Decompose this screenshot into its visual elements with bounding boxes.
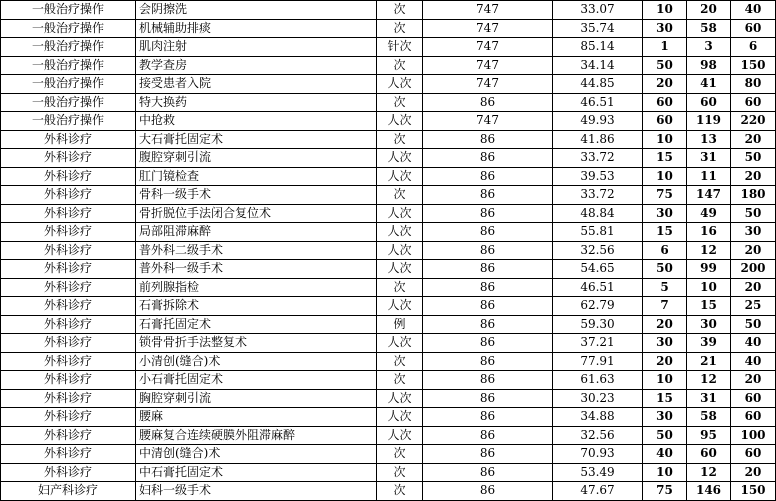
- unit-cell: 人次: [377, 167, 423, 186]
- unit-cell: 针次: [377, 38, 423, 57]
- high-value-cell: 20: [731, 278, 776, 297]
- procedure-name-cell: 普外科一级手术: [136, 260, 377, 279]
- table-row: [1, 75, 776, 94]
- mid-value-cell: 58: [687, 19, 731, 38]
- table-row: [1, 93, 776, 112]
- mid-value-cell: 95: [687, 426, 731, 445]
- mid-value-cell: 41: [687, 75, 731, 94]
- value-cell: 44.85: [553, 75, 643, 94]
- unit-cell: 次: [377, 278, 423, 297]
- low-value-cell: 10: [643, 463, 687, 482]
- category-cell: 外科诊疗: [1, 371, 136, 390]
- category-cell: 一般治疗操作: [1, 1, 136, 20]
- low-value-cell: 10: [643, 130, 687, 149]
- unit-cell: 人次: [377, 241, 423, 260]
- count-cell: 747: [423, 38, 553, 57]
- high-value-cell: 60: [731, 93, 776, 112]
- mid-value-cell: 11: [687, 167, 731, 186]
- value-cell: 62.79: [553, 297, 643, 316]
- category-cell: 一般治疗操作: [1, 75, 136, 94]
- low-value-cell: 20: [643, 315, 687, 334]
- value-cell: 47.67: [553, 482, 643, 501]
- category-cell: 外科诊疗: [1, 260, 136, 279]
- high-value-cell: 20: [731, 130, 776, 149]
- low-value-cell: 5: [643, 278, 687, 297]
- high-value-cell: 50: [731, 204, 776, 223]
- value-cell: 46.51: [553, 278, 643, 297]
- high-value-cell: 200: [731, 260, 776, 279]
- category-cell: 外科诊疗: [1, 389, 136, 408]
- value-cell: 53.49: [553, 463, 643, 482]
- value-cell: 46.51: [553, 93, 643, 112]
- category-cell: 外科诊疗: [1, 149, 136, 168]
- table-row: [1, 1, 776, 20]
- value-cell: 70.93: [553, 445, 643, 464]
- count-cell: 86: [423, 149, 553, 168]
- category-cell: 外科诊疗: [1, 167, 136, 186]
- low-value-cell: 50: [643, 56, 687, 75]
- table-row: [1, 241, 776, 260]
- table-body: [1, 1, 776, 501]
- mid-value-cell: 39: [687, 334, 731, 353]
- mid-value-cell: 12: [687, 371, 731, 390]
- category-cell: 外科诊疗: [1, 204, 136, 223]
- procedure-name-cell: 石膏拆除术: [136, 297, 377, 316]
- high-value-cell: 6: [731, 38, 776, 57]
- low-value-cell: 60: [643, 112, 687, 131]
- count-cell: 86: [423, 389, 553, 408]
- unit-cell: 次: [377, 463, 423, 482]
- table-row: [1, 334, 776, 353]
- table-row: [1, 130, 776, 149]
- unit-cell: 人次: [377, 223, 423, 242]
- count-cell: 747: [423, 19, 553, 38]
- unit-cell: 人次: [377, 260, 423, 279]
- category-cell: 外科诊疗: [1, 297, 136, 316]
- unit-cell: 人次: [377, 75, 423, 94]
- count-cell: 86: [423, 463, 553, 482]
- procedure-name-cell: 接受患者入院: [136, 75, 377, 94]
- high-value-cell: 150: [731, 482, 776, 501]
- value-cell: 30.23: [553, 389, 643, 408]
- category-cell: 外科诊疗: [1, 408, 136, 427]
- category-cell: 一般治疗操作: [1, 93, 136, 112]
- procedure-name-cell: 腹腔穿刺引流: [136, 149, 377, 168]
- value-cell: 33.72: [553, 186, 643, 205]
- mid-value-cell: 60: [687, 445, 731, 464]
- category-cell: 一般治疗操作: [1, 56, 136, 75]
- count-cell: 86: [423, 426, 553, 445]
- table-row: [1, 408, 776, 427]
- value-cell: 49.93: [553, 112, 643, 131]
- table-row: [1, 463, 776, 482]
- mid-value-cell: 58: [687, 408, 731, 427]
- high-value-cell: 60: [731, 408, 776, 427]
- value-cell: 37.21: [553, 334, 643, 353]
- table-row: [1, 371, 776, 390]
- count-cell: 86: [423, 260, 553, 279]
- value-cell: 33.72: [553, 149, 643, 168]
- value-cell: 61.63: [553, 371, 643, 390]
- mid-value-cell: 60: [687, 93, 731, 112]
- low-value-cell: 20: [643, 75, 687, 94]
- table-row: [1, 38, 776, 57]
- low-value-cell: 40: [643, 445, 687, 464]
- table-row: [1, 482, 776, 501]
- high-value-cell: 25: [731, 297, 776, 316]
- procedure-name-cell: 妇科一级手术: [136, 482, 377, 501]
- low-value-cell: 15: [643, 149, 687, 168]
- unit-cell: 次: [377, 186, 423, 205]
- mid-value-cell: 10: [687, 278, 731, 297]
- procedure-name-cell: 骨折脱位手法闭合复位术: [136, 204, 377, 223]
- value-cell: 59.30: [553, 315, 643, 334]
- unit-cell: 人次: [377, 149, 423, 168]
- high-value-cell: 220: [731, 112, 776, 131]
- count-cell: 86: [423, 186, 553, 205]
- value-cell: 39.53: [553, 167, 643, 186]
- mid-value-cell: 49: [687, 204, 731, 223]
- procedure-name-cell: 前列腺指检: [136, 278, 377, 297]
- unit-cell: 次: [377, 56, 423, 75]
- unit-cell: 次: [377, 352, 423, 371]
- high-value-cell: 60: [731, 445, 776, 464]
- count-cell: 86: [423, 315, 553, 334]
- category-cell: 外科诊疗: [1, 186, 136, 205]
- procedure-name-cell: 中抢救: [136, 112, 377, 131]
- high-value-cell: 20: [731, 167, 776, 186]
- high-value-cell: 40: [731, 334, 776, 353]
- table-row: [1, 278, 776, 297]
- procedure-name-cell: 中清创(缝合)术: [136, 445, 377, 464]
- procedure-name-cell: 肌肉注射: [136, 38, 377, 57]
- table-row: [1, 260, 776, 279]
- procedure-name-cell: 大石膏托固定术: [136, 130, 377, 149]
- high-value-cell: 30: [731, 223, 776, 242]
- count-cell: 86: [423, 167, 553, 186]
- procedure-name-cell: 胸腔穿刺引流: [136, 389, 377, 408]
- table-row: [1, 297, 776, 316]
- count-cell: 86: [423, 130, 553, 149]
- procedure-name-cell: 教学查房: [136, 56, 377, 75]
- procedure-name-cell: 小清创(缝合)术: [136, 352, 377, 371]
- procedure-name-cell: 腰麻复合连续硬膜外阻滞麻醉: [136, 426, 377, 445]
- low-value-cell: 6: [643, 241, 687, 260]
- unit-cell: 次: [377, 445, 423, 464]
- unit-cell: 人次: [377, 408, 423, 427]
- low-value-cell: 7: [643, 297, 687, 316]
- count-cell: 86: [423, 297, 553, 316]
- mid-value-cell: 98: [687, 56, 731, 75]
- value-cell: 35.74: [553, 19, 643, 38]
- unit-cell: 次: [377, 93, 423, 112]
- procedure-name-cell: 肛门镜检查: [136, 167, 377, 186]
- unit-cell: 次: [377, 371, 423, 390]
- mid-value-cell: 20: [687, 1, 731, 20]
- mid-value-cell: 147: [687, 186, 731, 205]
- mid-value-cell: 21: [687, 352, 731, 371]
- count-cell: 86: [423, 334, 553, 353]
- table-row: [1, 426, 776, 445]
- value-cell: 54.65: [553, 260, 643, 279]
- category-cell: 一般治疗操作: [1, 19, 136, 38]
- procedure-name-cell: 机械辅助排痰: [136, 19, 377, 38]
- low-value-cell: 10: [643, 167, 687, 186]
- count-cell: 86: [423, 241, 553, 260]
- procedure-name-cell: 普外科二级手术: [136, 241, 377, 260]
- table-row: [1, 352, 776, 371]
- table-row: [1, 445, 776, 464]
- value-cell: 41.86: [553, 130, 643, 149]
- procedure-name-cell: 骨科一级手术: [136, 186, 377, 205]
- table-row: [1, 389, 776, 408]
- count-cell: 86: [423, 93, 553, 112]
- low-value-cell: 75: [643, 186, 687, 205]
- count-cell: 86: [423, 204, 553, 223]
- procedure-name-cell: 中石膏托固定术: [136, 463, 377, 482]
- procedure-name-cell: 会阴擦洗: [136, 1, 377, 20]
- mid-value-cell: 12: [687, 241, 731, 260]
- high-value-cell: 150: [731, 56, 776, 75]
- mid-value-cell: 31: [687, 389, 731, 408]
- high-value-cell: 100: [731, 426, 776, 445]
- table-row: [1, 56, 776, 75]
- value-cell: 77.91: [553, 352, 643, 371]
- category-cell: 外科诊疗: [1, 334, 136, 353]
- category-cell: 外科诊疗: [1, 352, 136, 371]
- low-value-cell: 30: [643, 204, 687, 223]
- mid-value-cell: 16: [687, 223, 731, 242]
- unit-cell: 例: [377, 315, 423, 334]
- category-cell: 外科诊疗: [1, 130, 136, 149]
- procedure-name-cell: 腰麻: [136, 408, 377, 427]
- high-value-cell: 80: [731, 75, 776, 94]
- category-cell: 外科诊疗: [1, 315, 136, 334]
- count-cell: 86: [423, 371, 553, 390]
- unit-cell: 人次: [377, 112, 423, 131]
- table-row: [1, 186, 776, 205]
- count-cell: 86: [423, 445, 553, 464]
- low-value-cell: 10: [643, 1, 687, 20]
- category-cell: 一般治疗操作: [1, 38, 136, 57]
- table-row: [1, 19, 776, 38]
- low-value-cell: 50: [643, 426, 687, 445]
- unit-cell: 人次: [377, 389, 423, 408]
- high-value-cell: 180: [731, 186, 776, 205]
- category-cell: 妇产科诊疗: [1, 482, 136, 501]
- value-cell: 48.84: [553, 204, 643, 223]
- value-cell: 34.88: [553, 408, 643, 427]
- high-value-cell: 60: [731, 19, 776, 38]
- mid-value-cell: 99: [687, 260, 731, 279]
- high-value-cell: 40: [731, 352, 776, 371]
- unit-cell: 次: [377, 130, 423, 149]
- procedure-name-cell: 特大换药: [136, 93, 377, 112]
- category-cell: 外科诊疗: [1, 426, 136, 445]
- unit-cell: 人次: [377, 426, 423, 445]
- mid-value-cell: 119: [687, 112, 731, 131]
- procedure-name-cell: 锁骨骨折手法整复术: [136, 334, 377, 353]
- high-value-cell: 20: [731, 463, 776, 482]
- low-value-cell: 1: [643, 38, 687, 57]
- category-cell: 外科诊疗: [1, 278, 136, 297]
- mid-value-cell: 13: [687, 130, 731, 149]
- value-cell: 32.56: [553, 426, 643, 445]
- low-value-cell: 30: [643, 19, 687, 38]
- mid-value-cell: 31: [687, 149, 731, 168]
- count-cell: 86: [423, 278, 553, 297]
- category-cell: 外科诊疗: [1, 463, 136, 482]
- mid-value-cell: 15: [687, 297, 731, 316]
- value-cell: 34.14: [553, 56, 643, 75]
- table-row: [1, 315, 776, 334]
- low-value-cell: 20: [643, 352, 687, 371]
- count-cell: 86: [423, 482, 553, 501]
- low-value-cell: 60: [643, 93, 687, 112]
- high-value-cell: 50: [731, 149, 776, 168]
- low-value-cell: 30: [643, 334, 687, 353]
- category-cell: 一般治疗操作: [1, 112, 136, 131]
- count-cell: 86: [423, 223, 553, 242]
- low-value-cell: 30: [643, 408, 687, 427]
- high-value-cell: 50: [731, 315, 776, 334]
- count-cell: 747: [423, 1, 553, 20]
- unit-cell: 次: [377, 1, 423, 20]
- count-cell: 86: [423, 408, 553, 427]
- count-cell: 747: [423, 75, 553, 94]
- table-row: [1, 223, 776, 242]
- low-value-cell: 50: [643, 260, 687, 279]
- value-cell: 33.07: [553, 1, 643, 20]
- table-row: [1, 204, 776, 223]
- mid-value-cell: 3: [687, 38, 731, 57]
- value-cell: 85.14: [553, 38, 643, 57]
- low-value-cell: 75: [643, 482, 687, 501]
- count-cell: 747: [423, 112, 553, 131]
- unit-cell: 人次: [377, 297, 423, 316]
- value-cell: 32.56: [553, 241, 643, 260]
- count-cell: 747: [423, 56, 553, 75]
- category-cell: 外科诊疗: [1, 445, 136, 464]
- procedure-name-cell: 小石膏托固定术: [136, 371, 377, 390]
- high-value-cell: 20: [731, 241, 776, 260]
- table-row: [1, 112, 776, 131]
- unit-cell: 人次: [377, 204, 423, 223]
- low-value-cell: 15: [643, 223, 687, 242]
- procedure-name-cell: 石膏托固定术: [136, 315, 377, 334]
- low-value-cell: 15: [643, 389, 687, 408]
- mid-value-cell: 146: [687, 482, 731, 501]
- procedure-name-cell: 局部阻滞麻醉: [136, 223, 377, 242]
- table-row: [1, 149, 776, 168]
- unit-cell: 次: [377, 482, 423, 501]
- category-cell: 外科诊疗: [1, 223, 136, 242]
- high-value-cell: 60: [731, 389, 776, 408]
- mid-value-cell: 30: [687, 315, 731, 334]
- low-value-cell: 10: [643, 371, 687, 390]
- high-value-cell: 20: [731, 371, 776, 390]
- unit-cell: 人次: [377, 334, 423, 353]
- category-cell: 外科诊疗: [1, 241, 136, 260]
- mid-value-cell: 12: [687, 463, 731, 482]
- unit-cell: 次: [377, 19, 423, 38]
- count-cell: 86: [423, 352, 553, 371]
- table-row: [1, 167, 776, 186]
- value-cell: 55.81: [553, 223, 643, 242]
- high-value-cell: 40: [731, 1, 776, 20]
